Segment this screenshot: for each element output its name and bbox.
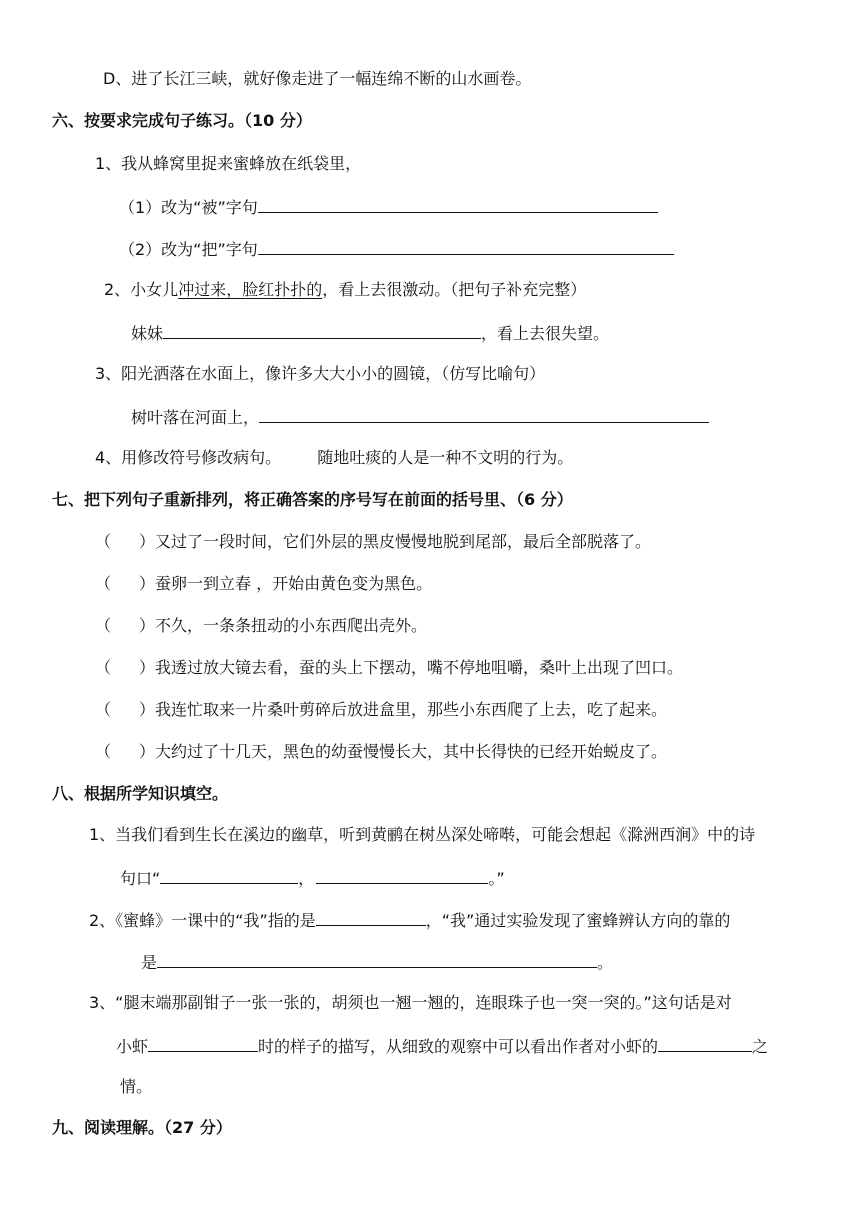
s8-q2-suffix: ，“我”通过实验发现了蜜蜂辨认方向的靠的 <box>425 911 731 930</box>
s8-q3-blank-1[interactable] <box>148 1034 258 1052</box>
s8-q3-line1: 3、“腿末端那副钳子一张一张的，胡须也一翘一翘的，连眼珠子也一突一突的。”这句话是对 <box>89 993 732 1012</box>
answer-paren-open[interactable]: （ <box>95 532 112 551</box>
answer-paren-open[interactable]: （ <box>95 700 112 719</box>
answer-paren-open[interactable]: （ <box>95 574 112 593</box>
s6-q2-prefix: 2、小女儿 <box>104 280 179 299</box>
s6-q2-blank[interactable] <box>163 321 481 339</box>
answer-paren-close[interactable]: ） <box>139 742 156 761</box>
s6-q3-blank[interactable] <box>259 405 709 423</box>
s8-q2-blank-2[interactable] <box>157 950 597 968</box>
answer-paren-close[interactable]: ） <box>139 700 156 719</box>
s6-q4-stem: 4、用修改符号修改病句。 <box>95 448 282 467</box>
s8-q2-line2-prefix: 是 <box>141 953 158 972</box>
sec7-item-text: 我连忙取来一片桑叶剪碎后放进盒里，那些小东西爬了上去，吃了起来。 <box>155 700 668 719</box>
s6-q1-stem: 1、我从蜂窝里捉来蜜蜂放在纸袋里， <box>95 154 362 173</box>
s8-q1-blank-2[interactable] <box>316 866 488 884</box>
answer-paren-open[interactable]: （ <box>95 742 112 761</box>
s8-q1-prefix: 句口“ <box>120 869 161 888</box>
s8-q1-suffix: 。” <box>488 869 505 888</box>
s8-q2-prefix: 2、《蜜蜂》一课中的“我”指的是 <box>89 911 316 930</box>
s6-q1-b-blank[interactable] <box>258 237 674 255</box>
sec7-item <box>95 573 432 595</box>
s6-q2-underlined: 冲过来，脸红扑扑的 <box>178 280 323 299</box>
s6-q3-answer <box>131 405 709 429</box>
answer-paren-close[interactable]: ） <box>139 532 156 551</box>
s8-q2-line2 <box>141 950 613 974</box>
s6-q2-answer-prefix: 妹妹 <box>131 324 164 343</box>
s6-q1-a-label: （1）改为“被”字句 <box>119 198 258 217</box>
sec7-item <box>95 531 651 553</box>
s6-q3-stem: 3、阳光洒落在水面上，像许多大大小小的圆镜，（仿写比喻句） <box>95 364 546 383</box>
s8-q2-line1 <box>89 908 730 932</box>
section-9-title: 九、阅读理解。（27 分） <box>52 1118 232 1137</box>
answer-paren-close[interactable]: ） <box>139 658 156 677</box>
s6-q1-a <box>119 195 658 219</box>
sec7-item-text: 不久，一条条扭动的小东西爬出壳外。 <box>155 616 428 635</box>
sec7-item <box>95 699 667 721</box>
s6-q2-stem <box>104 279 586 301</box>
s8-q3-blank-2[interactable] <box>658 1034 752 1052</box>
section-7-title: 七、把下列句子重新排列，将正确答案的序号写在前面的括号里、（6 分） <box>52 490 573 509</box>
s6-q3-answer-prefix: 树叶落在河面上， <box>131 408 260 427</box>
option-d: D、进了长江三峡，就好像走进了一幅连绵不断的山水画卷。 <box>103 69 532 88</box>
answer-paren-open[interactable]: （ <box>95 616 112 635</box>
section-8-title: 八、根据所学知识填空。 <box>52 784 229 803</box>
sec7-item-text: 大约过了十几天，黑色的幼蚕慢慢长大，其中长得快的已经开始蜕皮了。 <box>155 742 668 761</box>
s8-q3-suffix: 之 <box>752 1037 769 1056</box>
section-6-title: 六、按要求完成句子练习。（10 分） <box>52 111 312 130</box>
s6-q2-answer <box>131 321 609 345</box>
s6-q1-a-blank[interactable] <box>258 195 658 213</box>
sec7-item-text: 我透过放大镜去看，蚕的头上下摆动，嘴不停地咀嚼，桑叶上出现了凹口。 <box>155 658 684 677</box>
sec7-item-text: 蚕卵一到立春 ，开始由黄色变为黑色。 <box>155 574 433 593</box>
s8-q3-line2 <box>116 1034 768 1058</box>
s6-q4 <box>95 447 573 469</box>
answer-paren-close[interactable]: ） <box>139 616 156 635</box>
s8-q2-line2-suffix: 。 <box>597 953 614 972</box>
s6-q2-answer-suffix: ，看上去很失望。 <box>481 324 610 343</box>
s8-q1-line2 <box>120 866 505 890</box>
s8-q3-prefix: 小虾 <box>116 1037 149 1056</box>
s6-q1-b <box>119 237 674 261</box>
sec7-item <box>95 615 427 637</box>
s8-q3-mid: 时的样子的描写，从细致的观察中可以看出作者对小虾的 <box>258 1037 659 1056</box>
s6-q4-sentence: 随地吐痰的人是一种不文明的行为。 <box>317 448 574 467</box>
answer-paren-close[interactable]: ） <box>139 574 156 593</box>
s8-q1-blank-1[interactable] <box>160 866 298 884</box>
s8-q3-line3: 情。 <box>120 1077 153 1096</box>
sec7-item <box>95 741 667 763</box>
s6-q1-b-label: （2）改为“把”字句 <box>119 240 258 259</box>
s8-q1-mid: ， <box>298 869 315 888</box>
sec7-item-text: 又过了一段时间，它们外层的黑皮慢慢地脱到尾部，最后全部脱落了。 <box>155 532 652 551</box>
sec7-item <box>95 657 683 679</box>
s8-q2-blank-1[interactable] <box>316 908 426 926</box>
s6-q2-suffix: ，看上去很激动。（把句子补充完整） <box>322 280 587 299</box>
answer-paren-open[interactable]: （ <box>95 658 112 677</box>
s8-q1-line1: 1、当我们看到生长在溪边的幽草，听到黄鹂在树丛深处啼啭，可能会想起《滁洲西涧》中的诗 <box>89 825 756 844</box>
